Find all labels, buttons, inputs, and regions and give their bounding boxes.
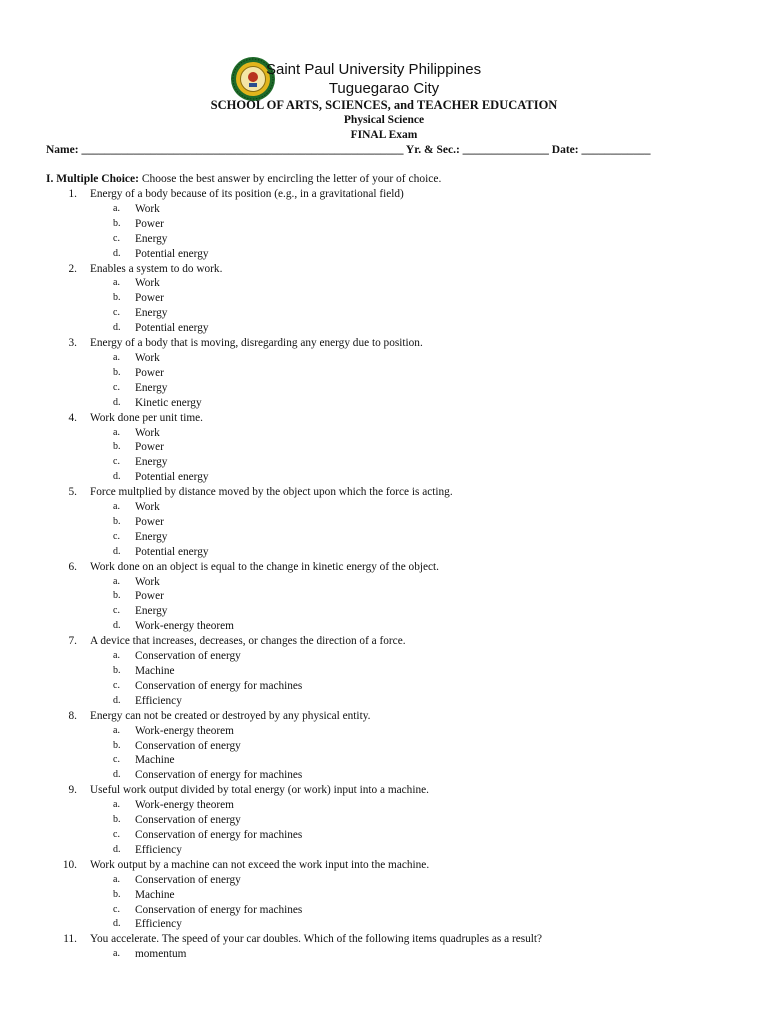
question-number: 7. [68,635,77,648]
option-letter: b. [113,292,121,304]
answer-option[interactable] [0,321,768,336]
answer-option[interactable] [0,440,768,455]
answer-option[interactable] [0,888,768,903]
answer-option[interactable] [0,798,768,813]
answer-option[interactable] [0,575,768,590]
question-text: A device that increases, decreases, or changes the direction of a force. [90,635,406,648]
option-letter: b. [113,441,121,453]
option-letter: d. [113,620,121,632]
date-label: Date: [551,144,579,156]
option-text: Work [135,277,160,290]
question-number: 8. [68,709,77,722]
option-letter: a. [113,724,120,736]
answer-option[interactable] [0,664,768,679]
question-item [0,634,768,649]
subject-title: Physical Science [343,114,425,126]
option-text: Power [135,441,164,454]
answer-option[interactable] [0,843,768,858]
option-text: Power [135,366,164,379]
option-letter: a. [113,426,120,438]
option-text: Conservation of energy [135,739,241,752]
exam-title: FINAL Exam [350,129,418,141]
answer-option[interactable] [0,291,768,306]
option-letter: d. [113,769,121,781]
option-letter: c. [113,381,120,393]
question-item [0,709,768,724]
option-text: Machine [135,754,175,767]
option-letter: c. [113,307,120,319]
option-letter: a. [113,277,120,289]
option-text: Work [135,351,160,364]
option-text: Efficiency [135,843,182,856]
answer-option[interactable] [0,351,768,366]
option-text: Kinetic energy [135,396,202,409]
answer-option[interactable] [0,217,768,232]
option-letter: a. [113,501,120,513]
option-text: Energy [135,307,168,320]
name-field[interactable]: ________________________________________________________ [81,144,404,156]
university-name: Saint Paul University Philippines [266,61,482,78]
option-text: Conservation of energy for machines [135,903,303,916]
yr-sec-label: Yr. & Sec.: [405,144,460,156]
option-letter: d. [113,545,121,557]
name-label: Name: [46,144,79,156]
answer-option[interactable] [0,232,768,247]
question-text: Energy can not be created or destroyed by any physical entity. [90,709,371,722]
option-text: Energy [135,232,168,245]
option-letter: a. [113,351,120,363]
question-text: Energy of a body that is moving, disregarding any energy due to position. [90,337,423,350]
option-text: momentum [135,948,187,961]
option-letter: a. [113,799,120,811]
option-letter: d. [113,322,121,334]
answer-option[interactable] [0,828,768,843]
option-letter: d. [113,918,121,930]
question-number: 4. [68,411,77,424]
question-text: Work done on an object is equal to the change in kinetic energy of the object. [90,560,439,573]
option-letter: a. [113,873,120,885]
option-text: Conservation of energy for machines [135,769,303,782]
answer-option[interactable] [0,619,768,634]
answer-option[interactable] [0,739,768,754]
option-text: Machine [135,888,175,901]
answer-option[interactable] [0,649,768,664]
option-text: Work-energy theorem [135,724,234,737]
answer-option[interactable] [0,247,768,262]
question-text: Enables a system to do work. [90,262,223,275]
option-letter: a. [113,650,120,662]
answer-option[interactable] [0,545,768,560]
question-item [0,262,768,277]
question-item [0,187,768,202]
question-number: 5. [68,486,77,499]
option-letter: c. [113,828,120,840]
answer-option[interactable] [0,396,768,411]
answer-option[interactable] [0,500,768,515]
option-text: Power [135,292,164,305]
option-letter: d. [113,247,121,259]
university-city: Tuguegarao City [328,80,440,97]
answer-option[interactable] [0,381,768,396]
question-item [0,411,768,426]
date-field[interactable]: ____________ [581,144,651,156]
answer-option[interactable] [0,917,768,932]
option-text: Efficiency [135,694,182,707]
answer-option[interactable] [0,455,768,470]
option-text: Work-energy theorem [135,799,234,812]
yr-sec-field[interactable]: _______________ [462,144,549,156]
question-number: 1. [68,188,77,200]
option-text: Energy [135,530,168,543]
option-text: Work [135,426,160,439]
instructions-text: Choose the best answer by encircling the letter of your of choice. [141,173,442,185]
question-number: 2. [68,262,77,275]
answer-option[interactable] [0,515,768,530]
option-text: Energy [135,381,168,394]
option-text: Efficiency [135,918,182,931]
question-number: 11. [63,933,77,946]
option-letter: b. [113,665,121,676]
question-list [0,187,768,962]
answer-option[interactable] [0,947,768,962]
option-letter: c. [113,903,120,915]
question-item [0,783,768,798]
question-number: 10. [62,858,77,871]
option-letter: d. [113,694,121,706]
question-number: 6. [68,560,77,573]
answer-option[interactable] [0,753,768,768]
option-letter: d. [113,471,121,483]
option-letter: c. [113,530,120,542]
answer-option[interactable] [0,679,768,694]
student-info-row [46,144,706,156]
option-text: Work-energy theorem [135,620,234,633]
question-number: 9. [68,784,77,797]
answer-option[interactable] [0,768,768,783]
school-name: SCHOOL OF ARTS, SCIENCES, and TEACHER EDUCATION [210,98,558,112]
option-text: Power [135,217,164,230]
question-item [0,560,768,575]
option-text: Conservation of energy [135,873,241,886]
instructions-heading: I. Multiple Choice: [46,173,139,185]
option-letter: b. [113,366,121,378]
option-text: Work [135,501,160,514]
question-text: Work done per unit time. [90,411,203,424]
question-text: Force multplied by distance moved by the object upon which the force is acting. [90,486,453,499]
answer-option[interactable] [0,873,768,888]
option-letter: b. [113,739,121,751]
question-item [0,858,768,873]
option-text: Work [135,202,160,215]
option-letter: b. [113,814,121,826]
option-text: Conservation of energy [135,814,241,827]
option-letter: a. [113,575,120,587]
question-text: You accelerate. The speed of your car doubles. Which of the following items quadruples as a result? [90,933,543,946]
question-text: Work output by a machine can not exceed the work input into the machine. [90,858,430,871]
question-number: 3. [68,337,77,350]
option-letter: a. [113,202,120,214]
answer-option[interactable] [0,276,768,291]
answer-option[interactable] [0,589,768,604]
option-letter: c. [113,232,120,244]
option-text: Potential energy [135,247,209,260]
option-text: Potential energy [135,545,209,558]
option-text: Power [135,515,164,528]
option-text: Machine [135,665,175,677]
question-text: Useful work output divided by total energy (or work) input into a machine. [90,784,429,797]
answer-option[interactable] [0,306,768,321]
option-letter: c. [113,456,120,468]
option-letter: a. [113,948,120,960]
option-letter: c. [113,679,120,691]
instructions [46,173,441,185]
answer-option[interactable] [0,694,768,709]
option-letter: b. [113,515,121,527]
answer-option[interactable] [0,470,768,485]
answer-option[interactable] [0,426,768,441]
option-text: Power [135,590,164,603]
answer-option[interactable] [0,530,768,545]
option-text: Conservation of energy for machines [135,828,303,841]
option-letter: b. [113,590,121,602]
option-letter: d. [113,396,121,408]
answer-option[interactable] [0,813,768,828]
option-letter: c. [113,754,120,766]
option-letter: d. [113,843,121,855]
question-item [0,336,768,351]
question-item [0,932,768,947]
option-text: Potential energy [135,322,209,335]
answer-option[interactable] [0,366,768,381]
option-text: Conservation of energy [135,650,241,663]
option-text: Energy [135,605,168,618]
answer-option[interactable] [0,202,768,217]
option-text: Energy [135,456,168,469]
option-letter: b. [113,888,121,900]
option-text: Conservation of energy for machines [135,679,303,692]
answer-option[interactable] [0,903,768,918]
option-letter: c. [113,605,120,617]
option-text: Work [135,575,160,588]
question-item [0,485,768,500]
answer-option[interactable] [0,604,768,619]
answer-option[interactable] [0,724,768,739]
option-text: Potential energy [135,471,209,484]
option-letter: b. [113,217,121,229]
question-text: Energy of a body because of its position (e.g., in a gravitational field) [90,188,404,200]
